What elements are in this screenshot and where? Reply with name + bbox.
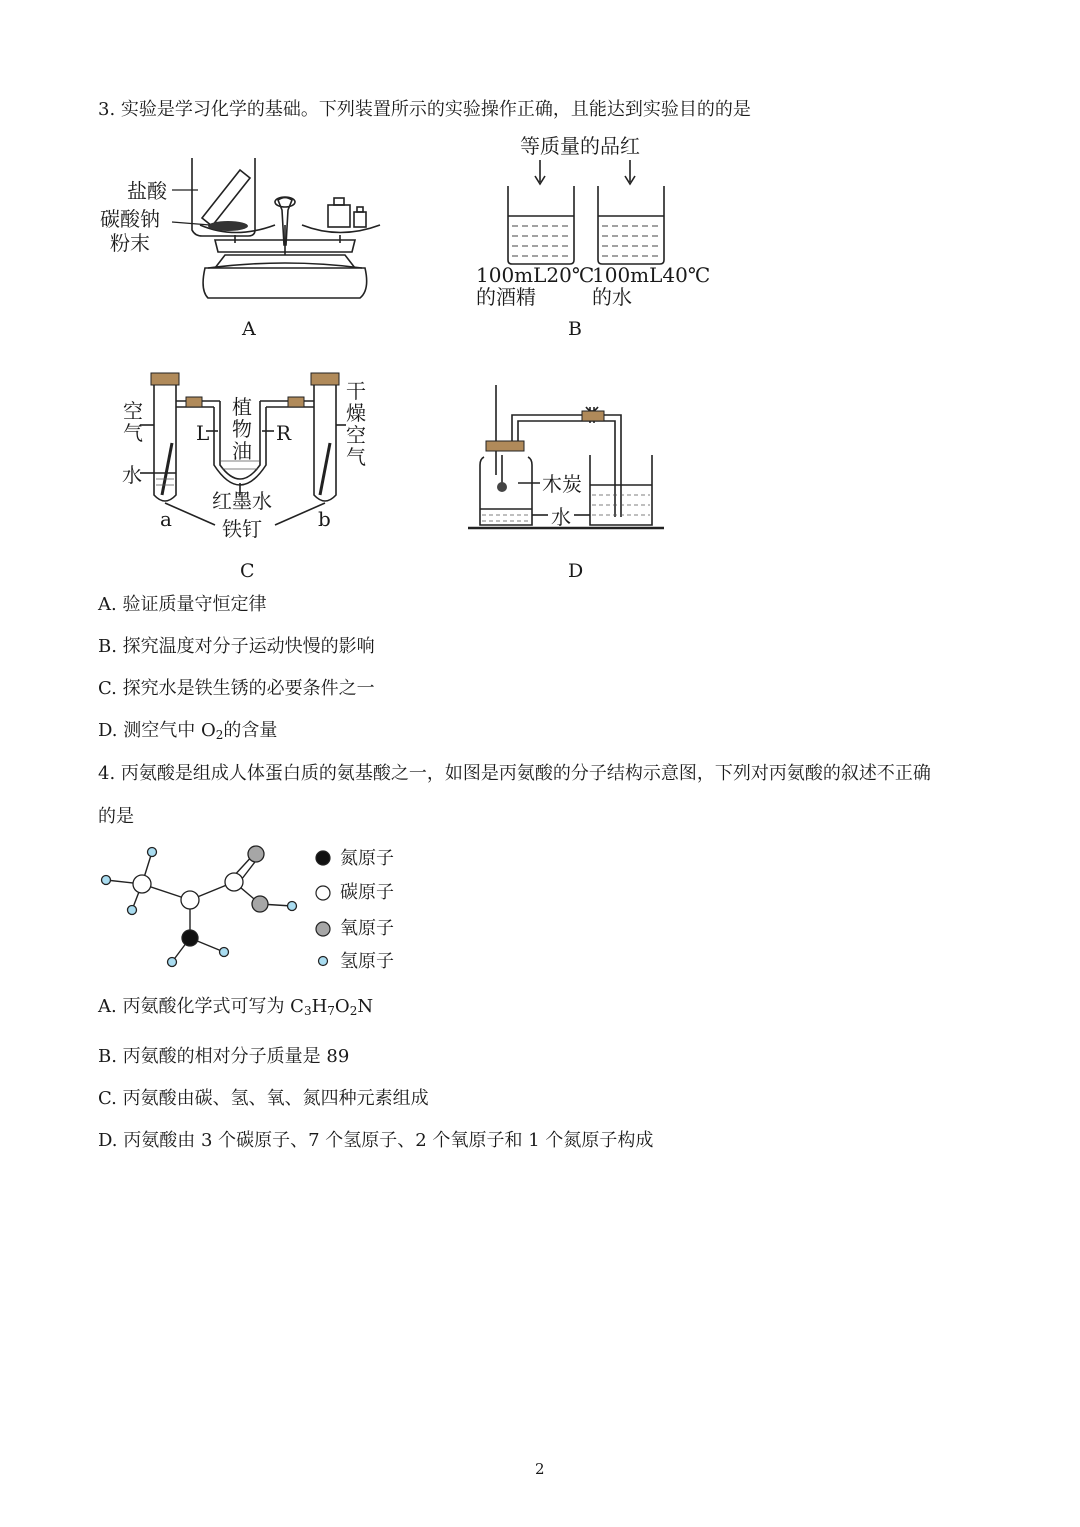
- q4-option-a-s3: 2: [349, 1004, 358, 1018]
- legend-symbols: [314, 848, 334, 978]
- label-R: R: [276, 421, 292, 445]
- balance-drawing: [90, 140, 490, 340]
- q4-option-a-h: H: [311, 996, 328, 1017]
- alanine-molecule-drawing: [96, 842, 316, 972]
- q3-option-d-pre: D. 测空气中 O: [98, 720, 216, 741]
- label-dry-3: 空: [346, 423, 366, 447]
- legend-oxygen: 氧原子: [340, 918, 394, 939]
- label-water-c: 水: [122, 463, 142, 487]
- legend-carbon: 碳原子: [340, 882, 394, 903]
- label-oil-2: 物: [232, 417, 252, 441]
- label-L: L: [196, 421, 210, 445]
- q3-option-b: B. 探究温度对分子运动快慢的影响: [98, 636, 375, 657]
- q4-option-a: [98, 996, 373, 1022]
- label-oil-3: 油: [232, 439, 252, 463]
- q4-option-a-s2: 7: [327, 1004, 335, 1018]
- label-charcoal: 木炭: [542, 472, 582, 496]
- combustion-drawing: [466, 385, 686, 545]
- q3-option-d: [98, 720, 277, 746]
- caption-b: B: [568, 318, 582, 340]
- label-powder-2: 粉末: [110, 231, 150, 255]
- q4-stem-line1: 4. 丙氨酸是组成人体蛋白质的氨基酸之一，如图是丙氨酸的分子结构示意图，下列对丙氨酸的叙述不正确: [98, 763, 931, 784]
- page-number: 2: [535, 1460, 545, 1478]
- caption-a: A: [242, 318, 256, 340]
- q3-option-d-sub: 2: [215, 728, 224, 742]
- q3-option-a: A. 验证质量守恒定律: [98, 594, 267, 615]
- label-a: a: [160, 507, 172, 531]
- q4-option-a-pre: A. 丙氨酸化学式可写为 C: [98, 996, 304, 1017]
- q3-stem: 3. 实验是学习化学的基础。下列装置所示的实验操作正确，且能达到实验目的的是: [98, 99, 751, 120]
- q4-stem-line2: 的是: [98, 806, 134, 827]
- legend-nitrogen-dot: [316, 851, 330, 865]
- q4-option-a-n: N: [357, 996, 374, 1017]
- label-air-1: 空: [123, 399, 143, 423]
- label-right-2: 的水: [592, 285, 632, 309]
- legend-nitrogen: 氮原子: [340, 848, 394, 869]
- q4-option-b: B. 丙氨酸的相对分子质量是 89: [98, 1046, 350, 1067]
- caption-d: D: [568, 560, 584, 582]
- legend-hydrogen-dot: [319, 957, 328, 966]
- label-red-ink: 红墨水: [212, 489, 272, 513]
- label-right-1: 100mL40℃: [592, 263, 711, 287]
- label-water-d: 水: [551, 505, 571, 529]
- label-dry-1: 干: [346, 379, 366, 403]
- legend-hydrogen: 氢原子: [340, 951, 394, 972]
- label-left-1: 100mL20℃: [476, 263, 595, 287]
- label-powder-1: 碳酸钠: [100, 207, 160, 231]
- q4-option-c: C. 丙氨酸由碳、氢、氧、氮四种元素组成: [98, 1088, 429, 1109]
- label-dry-4: 气: [346, 445, 366, 469]
- label-oil-1: 植: [232, 395, 252, 419]
- legend-carbon-dot: [316, 886, 330, 900]
- q4-option-a-s1: 3: [303, 1004, 312, 1018]
- q3-option-c: C. 探究水是铁生锈的必要条件之一: [98, 678, 375, 699]
- q4-option-d: D. 丙氨酸由 3 个碳原子、7 个氢原子、2 个氧原子和 1 个氮原子构成: [98, 1130, 654, 1151]
- caption-c: C: [240, 560, 255, 582]
- label-title-pinkdye: 等质量的品红: [520, 134, 640, 158]
- q4-option-a-o: O: [334, 996, 350, 1017]
- label-acid: 盐酸: [127, 179, 167, 203]
- label-b: b: [318, 507, 331, 531]
- label-dry-2: 燥: [346, 401, 366, 425]
- q3-option-d-post: 的含量: [223, 720, 278, 741]
- label-iron-nail: 铁钉: [222, 517, 262, 541]
- label-left-2: 的酒精: [476, 285, 536, 309]
- label-air-2: 气: [123, 421, 143, 445]
- legend-oxygen-dot: [316, 922, 330, 936]
